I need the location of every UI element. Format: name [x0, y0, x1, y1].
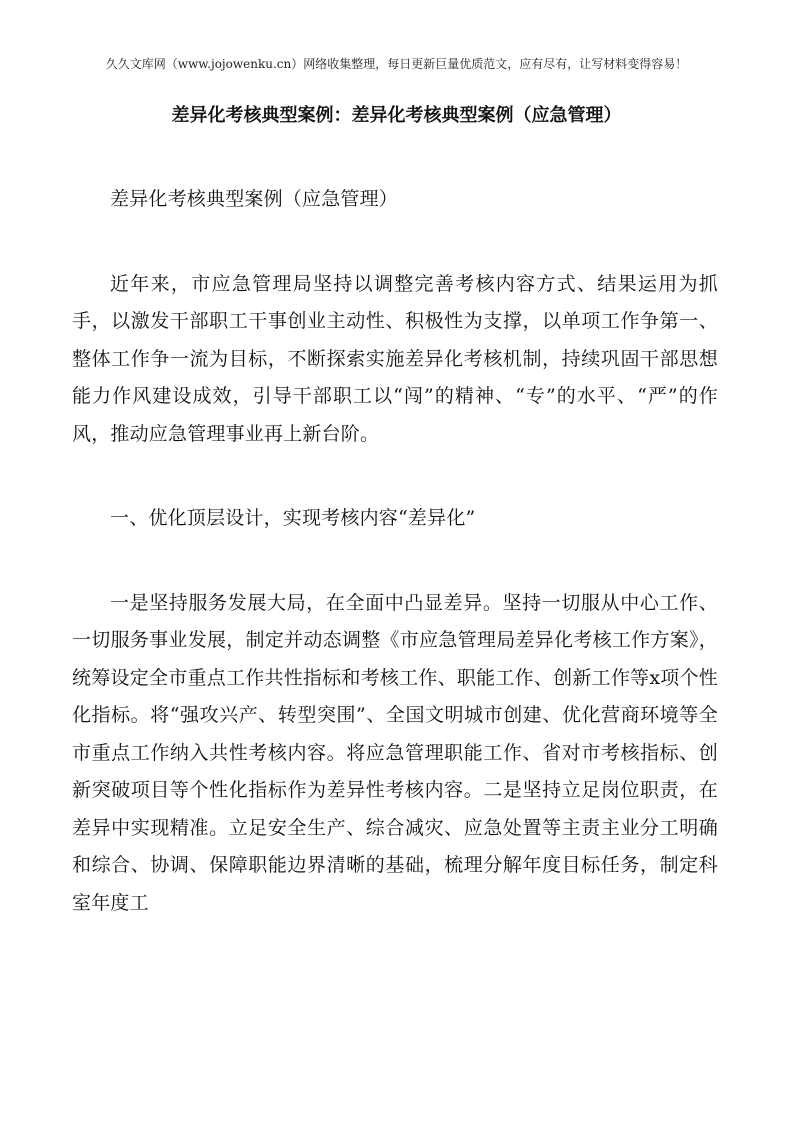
intro-paragraph: 近年来，市应急管理局坚持以调整完善考核内容方式、结果运用为抓手，以激发干部职工干事创业主动性、积极性为支撑，以单项工作争第一、整体工作争一流为目标，不断探索实施差异化考核机制，持续巩固干部思想能力作风建设成效，引导干部职工以“闯”的精神、“专”的水平、“严”的作风，推动应急管理事业再上新台阶。: [72, 272, 718, 445]
site-header-line: 久久文库网（www.jojowenku.cn）网络收集整理，每日更新巨量优质范文，应有尽有，让写材料变得容易！: [105, 57, 688, 71]
body-paragraph: 一是坚持服务发展大局，在全面中凸显差异。坚持一切服从中心工作、一切服务事业发展，制定并动态调整《市应急管理局差异化考核工作方案》，统筹设定全市重点工作共性指标和考核工作、职能工作、创新工作等x项个性化指标。将“强攻兴产、转型突围”、全国文明城市创建、优化营商环境等全市重点工作纳入共性考核内容。将应急管理职能工作、省对市考核指标、创新突破项目等个性化指标作为差异性考核内容。二是坚持立足岗位职责，在差异中实现精准。立足安全生产、综合减灾、应急处置等主责主业分工明确和综合、协调、保障职能边界清晰的基础，梳理分解年度目标任务，制定科室年度工: [72, 591, 718, 914]
document-body: [72, 181, 718, 922]
document-title: 差异化考核典型案例：差异化考核典型案例（应急管理）: [171, 105, 622, 126]
subtitle-paragraph: 差异化考核典型案例（应急管理）: [110, 188, 399, 210]
section-heading: 一、优化顶层设计，实现考核内容“差异化”: [110, 507, 476, 529]
